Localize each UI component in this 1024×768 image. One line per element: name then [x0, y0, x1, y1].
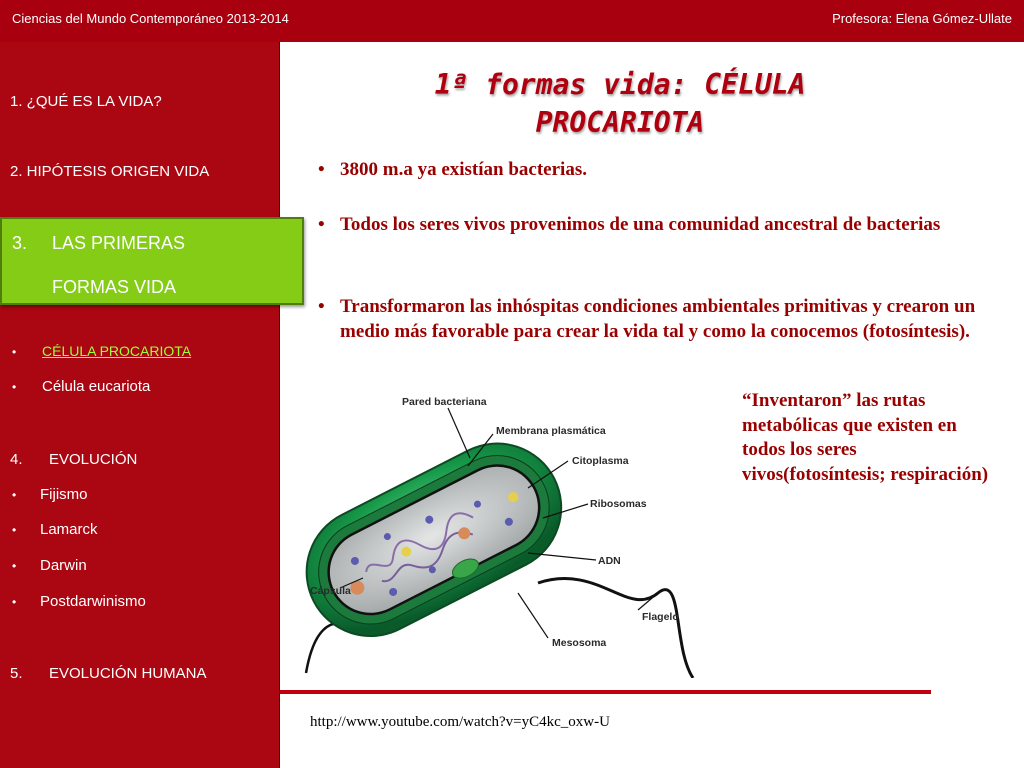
teacher-name: Profesora: Elena Gómez-Ullate — [832, 11, 1012, 26]
bullet-text: 3800 m.a ya existían bacterias. — [340, 159, 587, 180]
bullet-icon: • — [318, 214, 325, 235]
sidebar-item-evolucion-humana[interactable]: EVOLUCIÓN HUMANA — [49, 665, 207, 682]
sidebar — [0, 42, 279, 768]
flagellum — [538, 579, 693, 678]
course-title: Ciencias del Mundo Contemporáneo 2013-2014 — [12, 11, 289, 26]
label-membrana-plasmatica: Membrana plasmática — [496, 425, 606, 437]
bullet-icon: • — [12, 559, 17, 573]
label-capsula: Cápsula — [310, 585, 351, 597]
sidebar-link-celula-eucariota[interactable]: Célula eucariota — [42, 378, 151, 395]
label-ribosomas: Ribosomas — [590, 498, 647, 510]
sidebar-link-postdarwinismo[interactable]: Postdarwinismo — [40, 593, 146, 610]
side-note: “Inventaron” las rutas metabólicas que existen en todos los seres vivos(fotosíntesis; respiración) — [742, 390, 989, 485]
label-flagelo: Flagelo — [642, 611, 679, 623]
slide-title-line2: PROCARIOTA — [535, 106, 705, 139]
label-citoplasma: Citoplasma — [572, 455, 629, 467]
sidebar-link-lamarck[interactable]: Lamarck — [40, 521, 98, 538]
sidebar-link-celula-procariota[interactable]: CÉLULA PROCARIOTA — [42, 343, 192, 359]
bullet-icon: • — [318, 296, 325, 317]
sidebar-item-que-es-la-vida[interactable]: 1. ¿QUÉ ES LA VIDA? — [10, 93, 162, 110]
label-mesosoma: Mesosoma — [552, 637, 607, 649]
bullet-item — [318, 157, 968, 182]
slide-title — [330, 66, 910, 142]
bullet-item — [318, 294, 986, 344]
bullet-icon: • — [12, 380, 17, 394]
header-bar — [0, 0, 1024, 42]
sidebar-item-number: 5. — [10, 665, 23, 682]
label-pared-bacteriana: Pared bacteriana — [402, 396, 487, 408]
bullet-icon: • — [318, 159, 325, 180]
sidebar-item-number: 4. — [10, 451, 23, 468]
label-adn: ADN — [598, 555, 621, 567]
section-label-line2: FORMAS VIDA — [52, 277, 177, 297]
sidebar-divider — [279, 42, 280, 768]
bullet-icon: • — [12, 595, 17, 609]
bullet-text: Todos los seres vivos provenimos de una comunidad ancestral de bacterias — [340, 214, 941, 235]
sidebar-link-darwin[interactable]: Darwin — [40, 557, 87, 574]
bullet-icon: • — [12, 345, 17, 359]
sidebar-item-primeras-formas-vida[interactable] — [0, 217, 304, 305]
bullet-item — [318, 212, 986, 237]
video-link[interactable]: http://www.youtube.com/watch?v=yC4kc_oxw-U — [310, 714, 610, 730]
slide-title-line1: 1ª formas vida: CÉLULA — [434, 68, 806, 101]
section-number: 3. — [12, 233, 28, 253]
bullet-icon: • — [12, 523, 17, 537]
bullet-icon: • — [12, 488, 17, 502]
prokaryotic-cell-diagram — [298, 388, 718, 678]
section-label-line1: LAS PRIMERAS — [52, 233, 186, 253]
sidebar-item-hipotesis[interactable]: 2. HIPÓTESIS ORIGEN VIDA — [10, 163, 210, 180]
bottom-divider — [280, 690, 931, 694]
sidebar-link-fijismo[interactable]: Fijismo — [40, 486, 88, 503]
bullet-text: Transformaron las inhóspitas condiciones ambientales primitivas y crearon un medio más favorable para crear la vida tal y como la conocemos (fotosíntesis). — [340, 296, 976, 342]
sidebar-item-evolucion[interactable]: EVOLUCIÓN — [49, 451, 138, 468]
